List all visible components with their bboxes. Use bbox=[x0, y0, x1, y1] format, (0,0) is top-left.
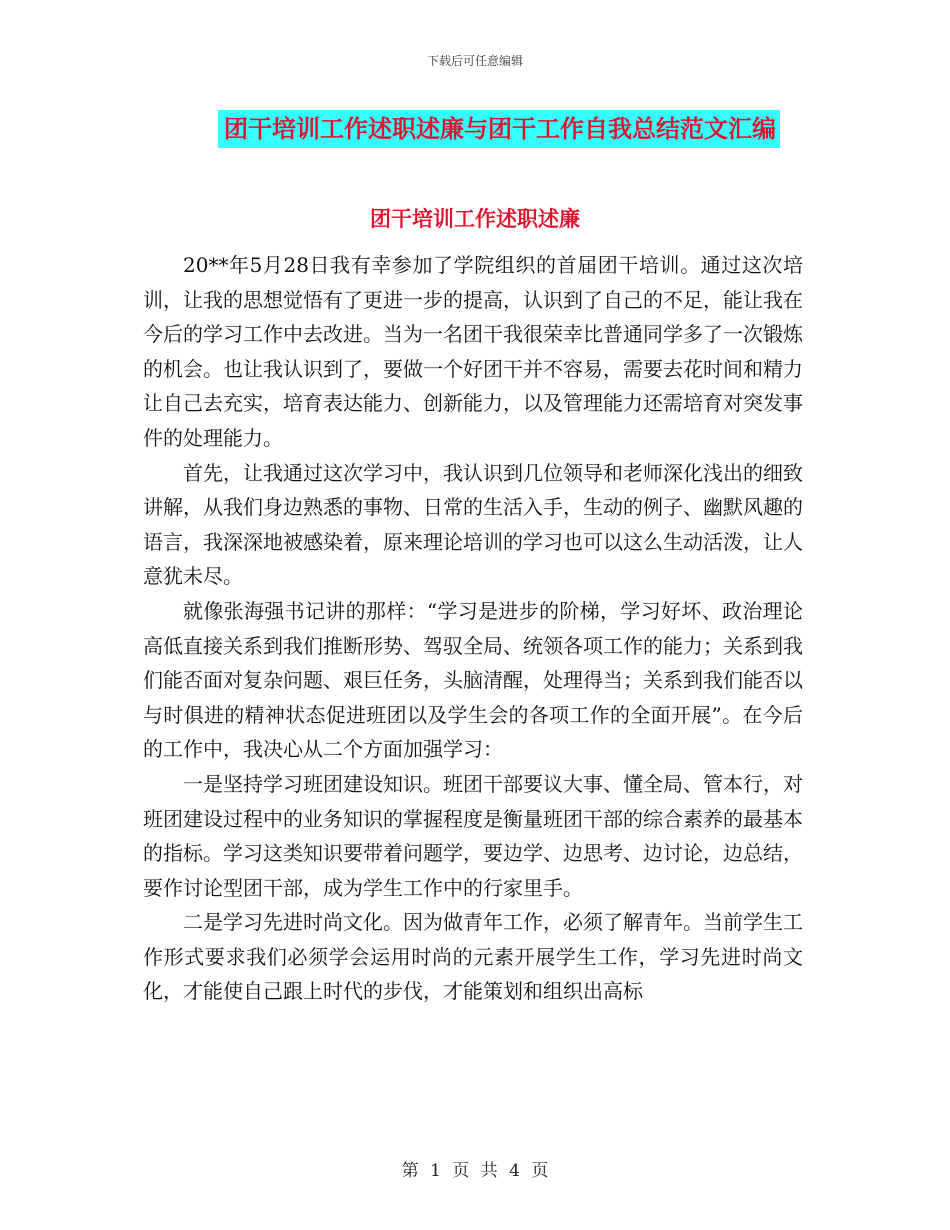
paragraph: 一是坚持学习班团建设知识。班团干部要议大事、懂全局、管本行，对班团建设过程中的业务知识的掌握程度是衡量班团干部的综合素养的最基本的指标。学习这类知识要带着问题学，要边学、边思考、边讨论，边总结，要作讨论型团干部，成为学生工作中的行家里手。 bbox=[143, 771, 803, 900]
paragraph: 首先，让我通过这次学习中，我认识到几位领导和老师深化浅出的细致讲解，从我们身边熟悉的事物、日常的生活入手，生动的例子、幽默风趣的语言，我深深地被感染着，原来理论培训的学习也可以这么生动活泼，让人意犹未尽。 bbox=[143, 460, 803, 589]
paragraph: 就像张海强书记讲的那样：“学习是进步的阶梯，学习好坏、政治理论高低直接关系到我们推断形势、驾驭全局、统领各项工作的能力；关系到我们能否面对复杂问题、艰巨任务，头脑清醒，处理得当；关系到我们能否以与时俱进的精神状态促进班团以及学生会的各项工作的全面开展”。在今后的工作中，我决心从二个方面加强学习： bbox=[143, 598, 803, 762]
paragraph: 二是学习先进时尚文化。因为做青年工作，必须了解青年。当前学生工作形式要求我们必须学会运用时尚的元素开展学生工作，学习先进时尚文化，才能使自己跟上时代的步伐，才能策划和组织出高标 bbox=[143, 910, 803, 1004]
main-title-container bbox=[0, 110, 950, 148]
document-body bbox=[143, 248, 803, 1009]
section-title: 团干培训工作述职述廉 bbox=[370, 206, 580, 231]
main-title: 团干培训工作述职述廉与团干工作自我总结范文汇编 bbox=[218, 110, 780, 148]
page-header-note: 下载后可任意编辑 bbox=[426, 54, 523, 68]
paragraph: 20**年5月28日我有幸参加了学院组织的首届团干培训。通过这次培训，让我的思想觉悟有了更进一步的提高，认识到了自己的不足，能让我在今后的学习工作中去改进。当为一名团干我很荣幸比普通同学多了一次锻炼的机会。也让我认识到了，要做一个好团干并不容易，需要去花时间和精力让自己去充实，培育表达能力、创新能力，以及管理能力还需培育对突发事件的处理能力。 bbox=[143, 253, 803, 450]
page-number-footer: 第 1 页 共 4 页 bbox=[401, 1161, 549, 1181]
